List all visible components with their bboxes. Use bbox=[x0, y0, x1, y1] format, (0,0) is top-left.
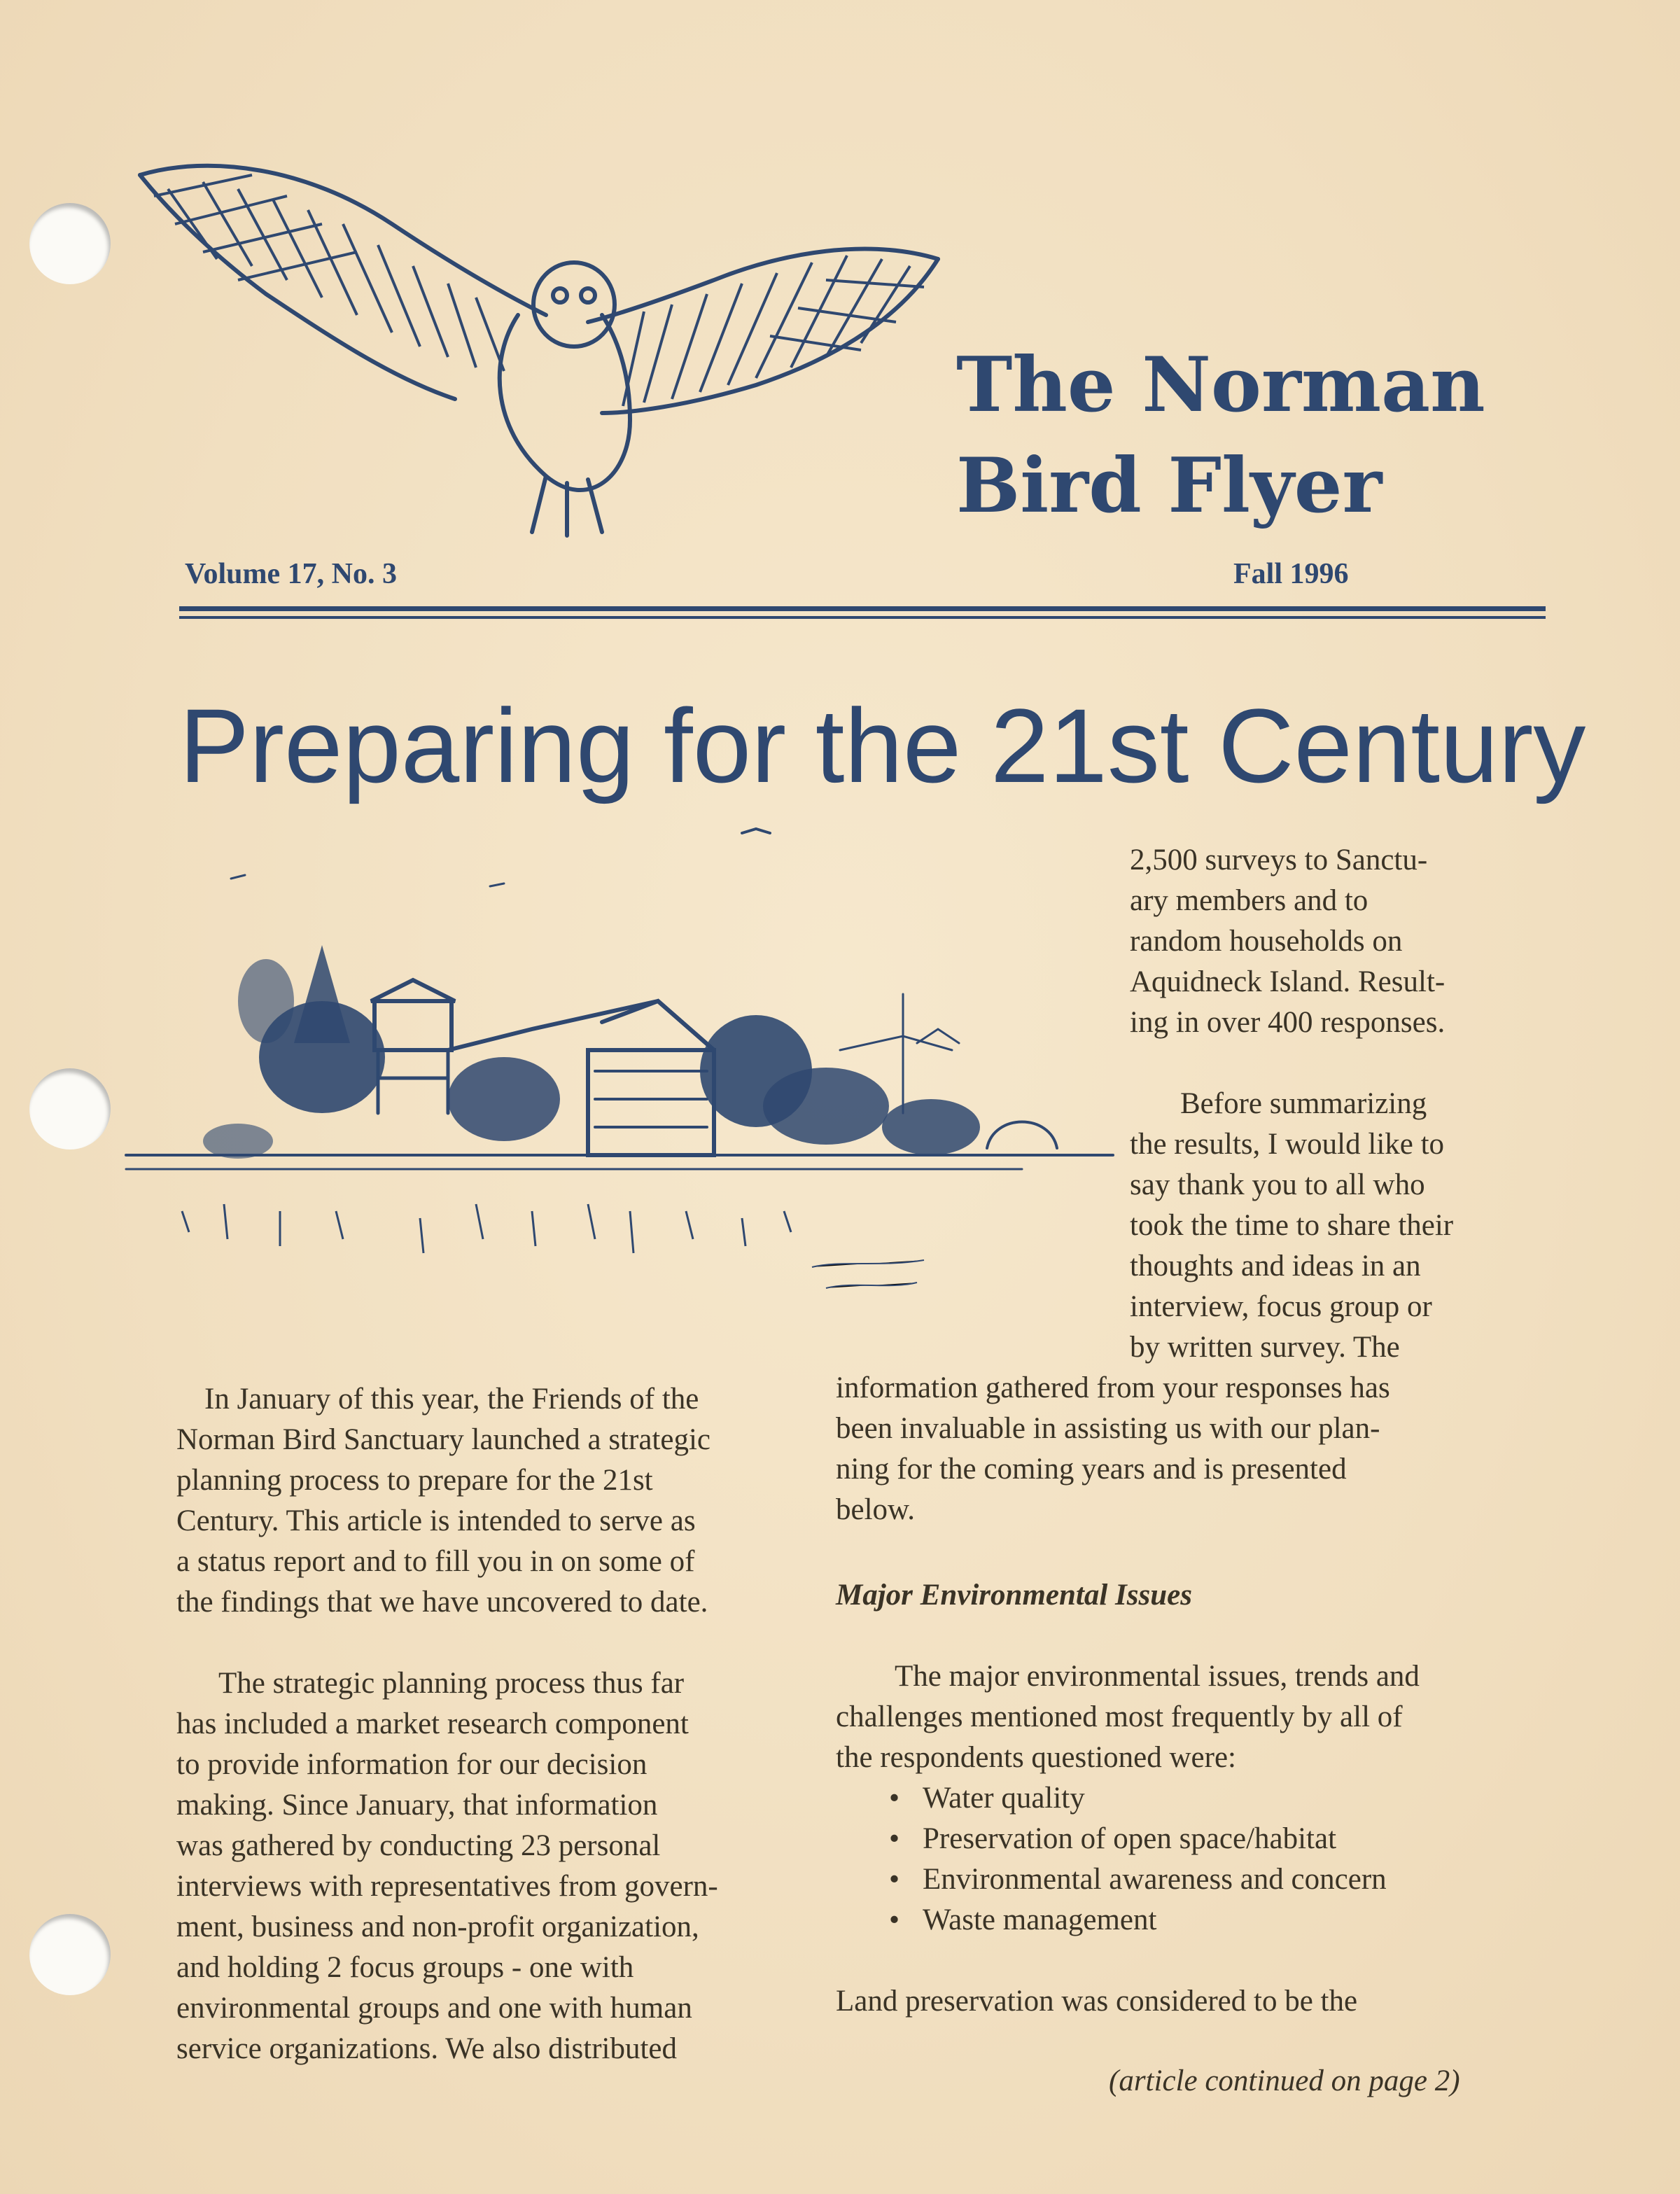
continued-note: (article continued on page 2) bbox=[1109, 2064, 1460, 2097]
text-line: thoughts and ideas in an bbox=[1130, 1250, 1421, 1283]
text-line: challenges mentioned most frequently by all of bbox=[836, 1700, 1403, 1733]
sanctuary-barn-sketch-icon bbox=[112, 819, 1120, 1351]
text-line: planning process to prepare for the 21st bbox=[176, 1464, 653, 1497]
text-line: the results, I would like to bbox=[1130, 1128, 1445, 1161]
closing-line: Land preservation was considered to be the bbox=[836, 1985, 1358, 2018]
text-line: has included a market research component bbox=[176, 1707, 689, 1740]
section-subhead: Major Environmental Issues bbox=[836, 1579, 1192, 1612]
punch-hole-middle bbox=[29, 1068, 111, 1150]
text-line: a status report and to fill you in on some of bbox=[176, 1545, 695, 1578]
text-line: In January of this year, the Friends of the bbox=[204, 1383, 699, 1416]
article-headline: Preparing for the 21st Century bbox=[179, 687, 1586, 804]
punch-hole-bottom bbox=[29, 1914, 111, 1995]
text-line: Before summarizing bbox=[1180, 1087, 1427, 1120]
text-line: interviews with representatives from govern- bbox=[176, 1870, 718, 1903]
text-line: The major environmental issues, trends and bbox=[895, 1660, 1420, 1693]
text-line: ning for the coming years and is presented bbox=[836, 1453, 1347, 1486]
column-2-thank-you-continuation bbox=[836, 1368, 1536, 1530]
text-line: Norman Bird Sanctuary launched a strategic bbox=[176, 1423, 710, 1456]
punch-hole-top bbox=[29, 203, 111, 284]
text-line: Aquidneck Island. Result- bbox=[1130, 965, 1446, 998]
text-line: 2,500 surveys to Sanctu- bbox=[1130, 844, 1428, 876]
text-line: took the time to share their bbox=[1130, 1209, 1454, 1242]
text-line: ing in over 400 responses. bbox=[1130, 1006, 1446, 1039]
text-line: and holding 2 focus groups - one with bbox=[176, 1951, 634, 1984]
text-line: was gathered by conducting 23 personal bbox=[176, 1829, 661, 1862]
text-line: The strategic planning process thus far bbox=[218, 1667, 685, 1700]
text-line: by written survey. The bbox=[1130, 1331, 1400, 1364]
newsletter-title-line-2: Bird Flyer bbox=[956, 442, 1382, 530]
column-1-paragraph-1 bbox=[176, 1379, 820, 1623]
text-line: the findings that we have uncovered to date. bbox=[176, 1586, 708, 1619]
text-line: the respondents questioned were: bbox=[836, 1741, 1236, 1774]
volume-number: Volume 17, No. 3 bbox=[185, 558, 397, 590]
masthead-rule-thick bbox=[179, 606, 1546, 611]
list-item: • Water quality bbox=[836, 1778, 1536, 1819]
text-line: ment, business and non-profit organization, bbox=[176, 1910, 699, 1943]
text-line: say thank you to all who bbox=[1130, 1168, 1425, 1201]
text-line: to provide information for our decision bbox=[176, 1748, 648, 1781]
text-line: making. Since January, that information bbox=[176, 1789, 658, 1822]
text-line: Century. This article is intended to serve as bbox=[176, 1504, 696, 1537]
text-line: interview, focus group or bbox=[1130, 1290, 1432, 1323]
text-line: been invaluable in assisting us with our plan- bbox=[836, 1412, 1380, 1445]
text-line: information gathered from your responses has bbox=[836, 1371, 1390, 1404]
owl-illustration-icon bbox=[126, 147, 952, 539]
issues-intro bbox=[836, 1656, 1536, 1941]
text-line: random households on bbox=[1130, 925, 1403, 958]
issues-list bbox=[836, 1778, 1536, 1941]
issue-season: Fall 1996 bbox=[1233, 558, 1349, 590]
text-line: ary members and to bbox=[1130, 884, 1368, 917]
column-1-paragraph-2 bbox=[176, 1663, 820, 2069]
text-line: below. bbox=[836, 1493, 916, 1526]
list-item: • Environmental awareness and concern bbox=[836, 1859, 1536, 1900]
text-line: service organizations. We also distributed bbox=[176, 2032, 678, 2065]
column-2-thank-you-lines bbox=[1130, 1084, 1550, 1368]
newsletter-title-line-1: The Norman bbox=[956, 341, 1485, 429]
list-item: • Preservation of open space/habitat bbox=[836, 1819, 1536, 1859]
list-item: • Waste management bbox=[836, 1900, 1536, 1941]
masthead-rule-thin bbox=[179, 616, 1546, 619]
text-line: environmental groups and one with human bbox=[176, 1992, 692, 2025]
column-2-top bbox=[1130, 840, 1522, 1043]
